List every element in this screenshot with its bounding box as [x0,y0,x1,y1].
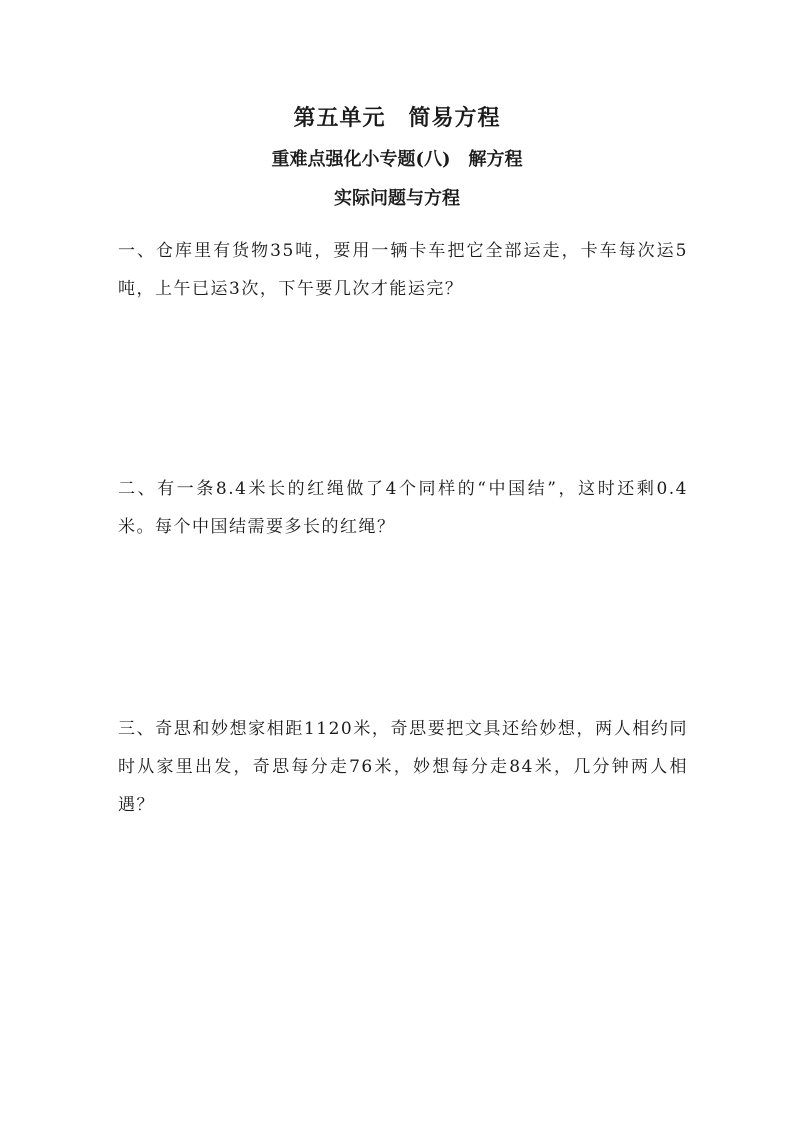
question-3: 三、奇思和妙想家相距1120米，奇思要把文具还给妙想，两人相约同时从家里出发，奇思每分走76米，妙想每分走84米，几分钟两人相遇？ [118,719,688,815]
question-2: 二、有一条8.4米长的红绳做了4个同样的“中国结”，这时还剩0.4米。每个中国结需要多长的红绳？ [118,479,688,537]
page-title: 第五单元 简易方程 [293,105,501,131]
question-1: 一、仓库里有货物35吨，要用一辆卡车把它全部运走，卡车每次运5吨，上午已运3次，下午要几次才能运完？ [118,241,688,299]
page-subtitle: 重难点强化小专题(八) 解方程 [271,149,523,170]
section-heading: 实际问题与方程 [334,188,460,209]
